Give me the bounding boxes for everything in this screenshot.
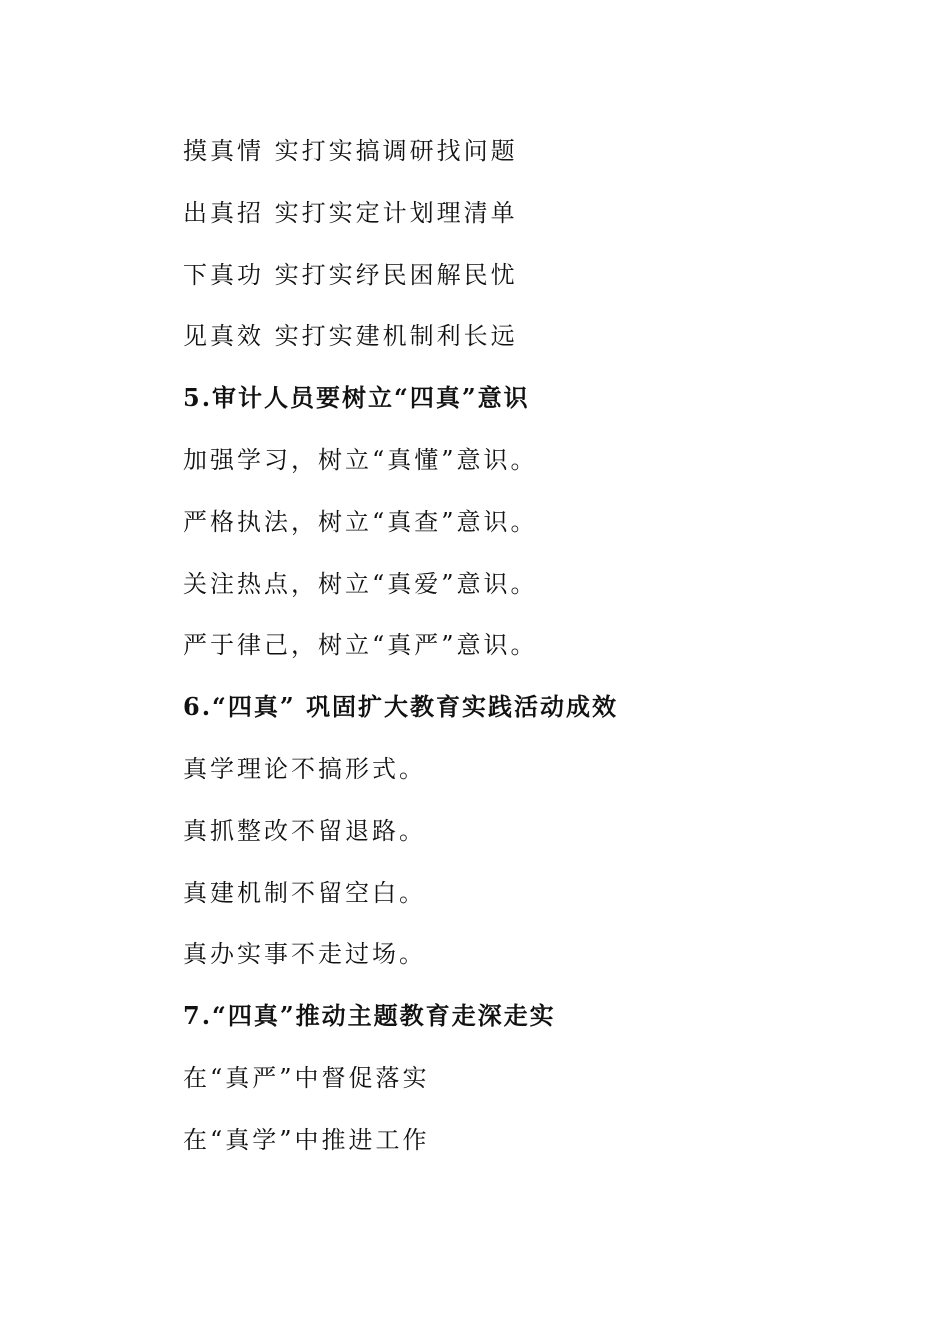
text-line: 真抓整改不留退路。 [183, 816, 426, 845]
text-line: 见真效 实打实建机制利长远 [183, 322, 518, 351]
section-heading: 7.“四真”推动主题教育走深走实 [183, 1001, 556, 1031]
text-line: 关注热点，树立“真爱”意识。 [183, 569, 538, 598]
text-line: 在“真学”中推进工作 [183, 1125, 430, 1154]
text-line: 真建机制不留空白。 [183, 878, 426, 907]
text-line: 真办实事不走过场。 [183, 940, 426, 969]
text-line: 严于律己，树立“真严”意识。 [183, 631, 538, 660]
text-line: 下真功 实打实纾民困解民忧 [183, 260, 518, 289]
section-heading: 5.审计人员要树立“四真”意识 [183, 383, 530, 413]
document-body [183, 131, 883, 1182]
text-line: 严格执法，树立“真查”意识。 [183, 507, 538, 536]
section-heading: 6.“四真” 巩固扩大教育实践活动成效 [183, 692, 619, 722]
text-line: 在“真严”中督促落实 [183, 1063, 430, 1092]
text-line: 真学理论不搞形式。 [183, 754, 426, 783]
text-line: 加强学习，树立“真懂”意识。 [183, 445, 538, 474]
text-line: 出真招 实打实定计划理清单 [183, 198, 518, 227]
text-line: 摸真情 实打实搞调研找问题 [183, 137, 518, 165]
